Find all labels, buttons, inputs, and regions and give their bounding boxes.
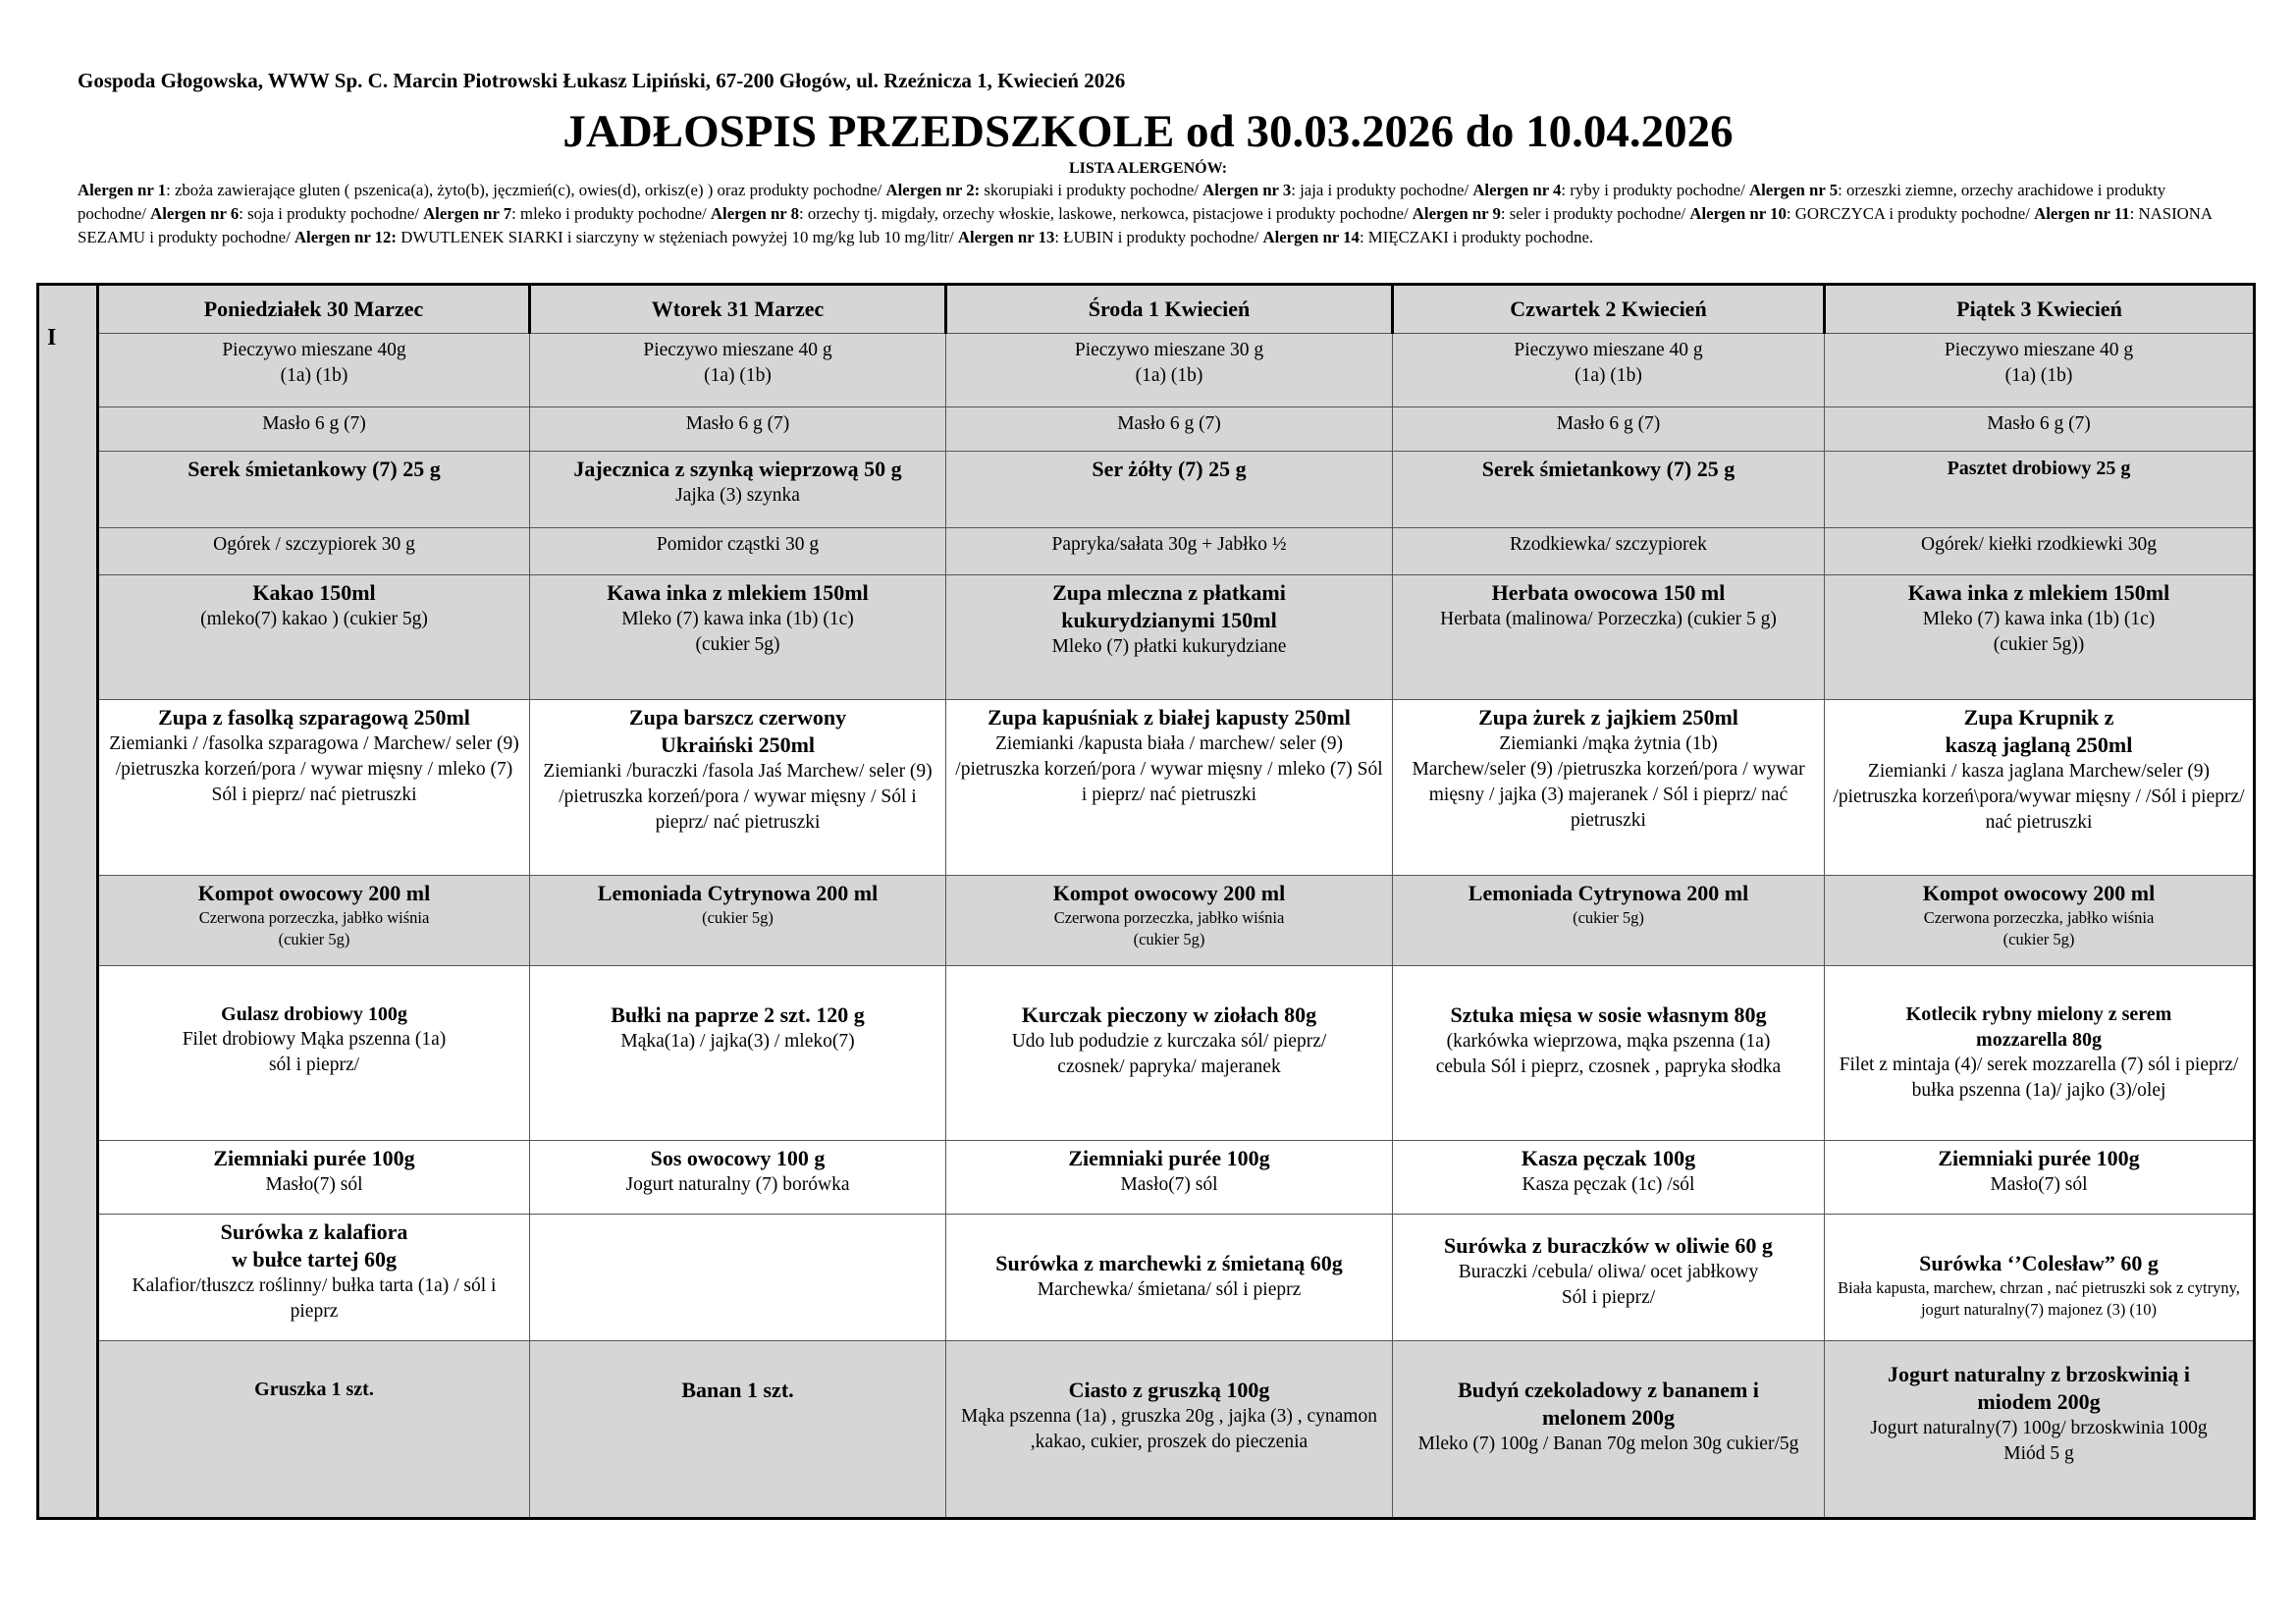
allergen-label: Alergen nr 9 — [1412, 204, 1501, 223]
menu-cell — [1393, 406, 1825, 451]
menu-cell — [530, 406, 946, 451]
dish-ingredients: (cukier 5g) — [702, 907, 774, 927]
allergen-list — [78, 179, 2237, 249]
dish-ingredients: Pieczywo mieszane 40 g — [1514, 340, 1703, 361]
menu-cell — [530, 334, 946, 406]
restaurant-info-line: Gospoda Głogowska, WWW Sp. C. Marcin Piotrowski Łukasz Lipiński, 67-200 Głogów, ul. Rzeźnicza 1, Kwiecień 2026 — [78, 69, 1126, 92]
dish-name: kaszą jaglaną 250ml — [1945, 731, 2133, 757]
dish-name: Kotlecik rybny mielony z serem — [1905, 1003, 2172, 1026]
menu-cell — [530, 528, 946, 575]
dish-name: Gulasz drobiowy 100g — [221, 1003, 407, 1026]
dish-name: Bułki na paprze 2 szt. 120 g — [611, 1002, 865, 1028]
allergen-description: skorupiaki i produkty pochodne/ — [980, 181, 1203, 199]
dish-name: kukurydzianymi 150ml — [1061, 608, 1277, 633]
dish-name: Zupa z fasolką szparagową 250ml — [158, 704, 470, 730]
dish-name: w bułce tartej 60g — [231, 1247, 397, 1272]
dish-ingredients: Filet drobiowy Mąka pszenna (1a) — [182, 1029, 447, 1051]
menu-cell — [1393, 334, 1825, 406]
dish-ingredients: Kasza pęczak (1c) /sól — [1522, 1174, 1695, 1196]
menu-cell — [946, 575, 1393, 700]
menu-row — [38, 875, 2255, 965]
dish-ingredients: Marchew/seler (9) /pietruszka korzeń/pora / wywar mięsny / jajka (3) majeranek / Sól i pieprz/ nać pietruszki — [1412, 758, 1805, 831]
menu-cell — [98, 1141, 530, 1215]
dish-name: Ser żółty (7) 25 g — [1092, 456, 1247, 481]
dish-ingredients: Masło(7) sól — [265, 1174, 363, 1196]
allergen-description: DWUTLENEK SIARKI i siarczyny w stężeniach powyżej 10 mg/kg lub 10 mg/litr/ — [397, 228, 958, 246]
dish-ingredients: Rzodkiewka/ szczypiorek — [1510, 534, 1707, 556]
dish-ingredients: (cukier 5g)) — [1993, 634, 2085, 656]
menu-cell — [1825, 406, 2255, 451]
menu-cell — [1393, 528, 1825, 575]
day-header: Czwartek 2 Kwiecień — [1393, 285, 1825, 334]
dish-name: Kompot owocowy 200 ml — [197, 880, 431, 905]
allergen-description: : GORCZYCA i produkty pochodne/ — [1786, 204, 2035, 223]
dish-name: miodem 200g — [1977, 1389, 2101, 1415]
dish-name: Serek śmietankowy (7) 25 g — [1481, 456, 1735, 481]
dish-ingredients: Ogórek / szczypiorek 30 g — [213, 534, 415, 556]
dish-ingredients: Masło 6 g (7) — [685, 412, 790, 434]
dish-ingredients: (1a) (1b) — [1575, 365, 1642, 387]
dish-ingredients: (cukier 5g) — [278, 929, 350, 948]
dish-ingredients: Jogurt naturalny(7) 100g/ brzoskwinia 100g — [1870, 1418, 2208, 1439]
day-header: Wtorek 31 Marzec — [530, 285, 946, 334]
dish-ingredients: Ziemianki / kasza jaglana Marchew/seler (9) /pietruszka korzeń\pora/wywar mięsny / /Sól i pieprz/ nać pietruszki — [1833, 760, 2245, 833]
dish-ingredients: (cukier 5g) — [2002, 929, 2075, 948]
dish-name: Ciasto z gruszką 100g — [1068, 1378, 1270, 1403]
menu-cell — [1393, 699, 1825, 875]
menu-row — [38, 1341, 2255, 1519]
menu-cell — [1825, 1215, 2255, 1341]
dish-ingredients: Jajka (3) szynka — [675, 484, 800, 506]
dish-ingredients: Masło 6 g (7) — [262, 412, 366, 434]
dish-ingredients: Masło 6 g (7) — [1556, 412, 1661, 434]
menu-cell — [946, 528, 1393, 575]
dish-ingredients: Miód 5 g — [2003, 1443, 2074, 1465]
menu-cell — [946, 875, 1393, 965]
dish-ingredients: Pieczywo mieszane 30 g — [1074, 340, 1264, 361]
dish-name: Lemoniada Cytrynowa 200 ml — [1468, 880, 1749, 905]
menu-cell — [1393, 1141, 1825, 1215]
dish-ingredients: Biała kapusta, marchew, chrzan , nać pietruszki sok z cytryny, jogurt naturalny(7) majonez (3) (10) — [1838, 1278, 2240, 1320]
dish-name: Kakao 150ml — [252, 580, 376, 606]
menu-row — [38, 406, 2255, 451]
dish-ingredients: Mąka(1a) / jajka(3) / mleko(7) — [620, 1031, 855, 1053]
dish-ingredients: Ogórek/ kiełki rzodkiewki 30g — [1921, 534, 2157, 556]
menu-cell — [1825, 451, 2255, 527]
dish-ingredients: Ziemianki /buraczki /fasola Jaś Marchew/ seler (9) /pietruszka korzeń/pora / wywar mięsny / Sól i pieprz/ nać pietruszki — [543, 760, 933, 833]
dish-name: Surówka z marchewki z śmietaną 60g — [995, 1251, 1343, 1276]
dish-name: Serek śmietankowy (7) 25 g — [187, 456, 441, 481]
allergen-label: Alergen nr 12: — [294, 228, 398, 246]
dish-name: Kompot owocowy 200 ml — [1052, 880, 1286, 905]
dish-ingredients: Kalafior/tłuszcz roślinny/ bułka tarta (1a) / sól i pieprz — [132, 1275, 497, 1323]
dish-ingredients: Jogurt naturalny (7) borówka — [625, 1174, 850, 1196]
day-header: Środa 1 Kwiecień — [946, 285, 1393, 334]
day-header: Piątek 3 Kwiecień — [1825, 285, 2255, 334]
menu-cell — [946, 966, 1393, 1141]
menu-cell — [1393, 1341, 1825, 1519]
menu-cell — [1825, 528, 2255, 575]
menu-cell — [1825, 699, 2255, 875]
dish-ingredients: Herbata (malinowa/ Porzeczka) (cukier 5 g) — [1440, 609, 1777, 630]
dish-name: melonem 200g — [1541, 1405, 1676, 1431]
dish-name: Kurczak pieczony w ziołach 80g — [1021, 1002, 1317, 1028]
menu-cell — [946, 334, 1393, 406]
dish-name: Zupa kapuśniak z białej kapusty 250ml — [988, 704, 1351, 730]
allergen-description: : jaja i produkty pochodne/ — [1291, 181, 1473, 199]
dish-ingredients: Czerwona porzeczka, jabłko wiśnia — [1923, 907, 2155, 927]
menu-cell — [98, 966, 530, 1141]
menu-cell — [530, 1215, 946, 1341]
allergen-description: : soja i produkty pochodne/ — [239, 204, 424, 223]
dish-name: Kawa inka z mlekiem 150ml — [1907, 580, 2170, 606]
menu-cell — [1825, 875, 2255, 965]
dish-ingredients: Marchewka/ śmietana/ sól i pieprz — [1037, 1279, 1302, 1301]
menu-cell — [98, 1341, 530, 1519]
dish-name: Lemoniada Cytrynowa 200 ml — [597, 880, 879, 905]
dish-ingredients: Pieczywo mieszane 40g — [222, 340, 406, 361]
dish-name: Gruszka 1 szt. — [254, 1379, 374, 1401]
dish-name: Pasztet drobiowy 25 g — [1947, 457, 2131, 479]
dish-ingredients: Papryka/sałata 30g + Jabłko ½ — [1051, 534, 1287, 556]
allergen-label: Alergen nr 11 — [2034, 204, 2130, 223]
menu-row — [38, 334, 2255, 406]
menu-cell — [98, 334, 530, 406]
dish-ingredients: (1a) (1b) — [704, 365, 772, 387]
dish-name: Kawa inka z mlekiem 150ml — [607, 580, 869, 606]
menu-cell — [98, 575, 530, 700]
menu-cell — [530, 451, 946, 527]
dish-ingredients: Czerwona porzeczka, jabłko wiśnia — [1053, 907, 1285, 927]
dish-ingredients: Udo lub podudzie z kurczaka sól/ pieprz/ — [1011, 1031, 1327, 1053]
dish-ingredients: Masło 6 g (7) — [1987, 412, 2091, 434]
dish-name: Herbata owocowa 150 ml — [1491, 580, 1726, 606]
menu-cell — [946, 1141, 1393, 1215]
dish-ingredients: Mleko (7) 100g / Banan 70g melon 30g cukier/5g — [1417, 1434, 1799, 1455]
allergen-list-title: LISTA ALERGENÓW: — [1068, 160, 1228, 177]
allergen-label: Alergen nr 13 — [957, 228, 1055, 246]
dish-name: Ukraiński 250ml — [660, 731, 816, 757]
dish-ingredients: Masło 6 g (7) — [1117, 412, 1221, 434]
menu-cell — [1825, 334, 2255, 406]
menu-cell — [1393, 575, 1825, 700]
menu-cell — [946, 406, 1393, 451]
allergen-label: Alergen nr 4 — [1472, 181, 1562, 199]
dish-ingredients: cebula Sól i pieprz, czosnek , papryka słodka — [1435, 1056, 1782, 1078]
dish-name: Jogurt naturalny z brzoskwinią i — [1887, 1362, 2191, 1387]
menu-cell — [1393, 875, 1825, 965]
menu-table — [36, 283, 2256, 1520]
dish-ingredients: Sól i pieprz/ — [1561, 1287, 1656, 1309]
menu-cell — [98, 1215, 530, 1341]
allergen-label: Alergen nr 3 — [1202, 181, 1292, 199]
dish-ingredients: (1a) (1b) — [2004, 365, 2073, 387]
dish-name: Surówka z kalafiora — [220, 1219, 408, 1245]
allergen-label: Alergen nr 5 — [1748, 181, 1839, 199]
menu-cell — [530, 875, 946, 965]
dish-ingredients: czosnek/ papryka/ majeranek — [1057, 1056, 1281, 1078]
menu-cell — [530, 575, 946, 700]
dish-ingredients: Masło(7) sól — [1990, 1174, 2088, 1196]
menu-cell — [98, 699, 530, 875]
dish-ingredients: Czerwona porzeczka, jabłko wiśnia — [198, 907, 430, 927]
dish-name: Zupa barszcz czerwony — [628, 704, 847, 730]
dish-ingredients: Ziemianki /kapusta biała / marchew/ seler (9) /pietruszka korzeń/pora / wywar mięsny / mleko (7) Sól i pieprz/ nać pietruszki — [955, 732, 1383, 805]
dish-name: Kasza pęczak 100g — [1521, 1146, 1696, 1171]
allergen-label: Alergen nr 7 — [423, 204, 512, 223]
dish-ingredients: Mleko (7) kawa inka (1b) (1c) — [1922, 609, 2156, 630]
menu-row — [38, 1141, 2255, 1215]
dish-ingredients: (mleko(7) kakao ) (cukier 5g) — [200, 609, 428, 630]
allergen-label: Alergen nr 14 — [1262, 228, 1360, 246]
menu-cell — [946, 699, 1393, 875]
dish-ingredients: Pomidor cząstki 30 g — [656, 534, 820, 556]
allergen-label: Alergen nr 6 — [150, 204, 240, 223]
menu-cell — [1393, 1215, 1825, 1341]
dish-name: Surówka ‘’Colesław” 60 g — [1919, 1251, 2159, 1276]
dish-name: Budyń czekoladowy z bananem i — [1458, 1378, 1759, 1403]
menu-cell — [1393, 966, 1825, 1141]
menu-cell — [1825, 966, 2255, 1141]
dish-ingredients: (karkówka wieprzowa, mąka pszenna (1a) — [1446, 1031, 1771, 1053]
allergen-label: Alergen nr 1 — [78, 181, 167, 199]
menu-cell — [98, 528, 530, 575]
allergen-description: : orzeszki ziemne, orzechy arachidowe i produkty pochodne/ — [78, 181, 2166, 223]
menu-cell — [1825, 575, 2255, 700]
allergen-label: Alergen nr 8 — [710, 204, 800, 223]
allergen-description: : seler i produkty pochodne/ — [1500, 204, 1690, 223]
menu-row — [38, 966, 2255, 1141]
menu-cell — [946, 451, 1393, 527]
allergen-description: : MIĘCZAKI i produkty pochodne. — [1359, 228, 1594, 246]
dish-name: Zupa Krupnik z — [1963, 704, 2114, 730]
menu-cell — [530, 966, 946, 1141]
menu-cell — [946, 1215, 1393, 1341]
dish-ingredients: (cukier 5g) — [1133, 929, 1205, 948]
dish-ingredients: Mąka pszenna (1a) , gruszka 20g , jajka (3) , cynamon ,kakao, cukier, proszek do pieczenia — [961, 1406, 1377, 1453]
dish-name: Jajecznica z szynką wieprzową 50 g — [573, 456, 902, 481]
dish-ingredients: Mleko (7) kawa inka (1b) (1c) — [621, 609, 854, 630]
page-title: JADŁOSPIS PRZEDSZKOLE od 30.03.2026 do 10.04.2026 — [562, 106, 1734, 157]
menu-cell — [98, 406, 530, 451]
menu-cell — [530, 699, 946, 875]
dish-name: Banan 1 szt. — [681, 1378, 794, 1403]
dish-ingredients: Filet z mintaja (4)/ serek mozzarella (7) sól i pieprz/ bułka pszenna (1a)/ jajko (3)/olej — [1839, 1055, 2239, 1102]
allergen-description: : zboża zawierające gluten ( pszenica(a), żyto(b), jęczmień(c), owies(d), orkisz(e) ) oraz produkty pochodne/ — [166, 181, 886, 199]
menu-cell — [98, 451, 530, 527]
allergen-description: : mleko i produkty pochodne/ — [511, 204, 711, 223]
dish-name: Ziemniaki purée 100g — [213, 1146, 415, 1171]
dish-ingredients: (1a) (1b) — [280, 365, 348, 387]
allergen-description: : NASIONA SEZAMU i produkty pochodne/ — [78, 204, 2213, 246]
menu-cell — [1825, 1141, 2255, 1215]
dish-ingredients: Pieczywo mieszane 40 g — [643, 340, 832, 361]
allergen-label: Alergen nr 2: — [885, 181, 981, 199]
dish-name: Ziemniaki purée 100g — [1068, 1146, 1270, 1171]
dish-ingredients: Ziemianki / /fasolka szparagowa / Marchew/ seler (9) /pietruszka korzeń/pora / wywar mięsny / mleko (7) Sól i pieprz/ nać pietruszki — [109, 732, 519, 805]
dish-name: mozzarella 80g — [1976, 1029, 2102, 1052]
menu-cell — [530, 1141, 946, 1215]
week-label: I — [38, 285, 98, 1519]
dish-ingredients: (cukier 5g) — [695, 634, 780, 656]
day-header: Poniedziałek 30 Marzec — [98, 285, 530, 334]
dish-name: Kompot owocowy 200 ml — [1922, 880, 2156, 905]
menu-row — [38, 699, 2255, 875]
dish-ingredients: (1a) (1b) — [1135, 365, 1203, 387]
menu-row — [38, 1215, 2255, 1341]
menu-cell — [1825, 1341, 2255, 1519]
menu-cell — [530, 1341, 946, 1519]
allergen-description: : ryby i produkty pochodne/ — [1561, 181, 1749, 199]
menu-cell — [946, 1341, 1393, 1519]
dish-ingredients: Buraczki /cebula/ oliwa/ ocet jabłkowy — [1458, 1262, 1759, 1283]
dish-name: Sos owocowy 100 g — [650, 1146, 826, 1171]
dish-name: Surówka z buraczków w oliwie 60 g — [1444, 1233, 1773, 1259]
dish-ingredients: Ziemianki /mąka żytnia (1b) — [1499, 732, 1718, 754]
allergen-description: : orzechy tj. migdały, orzechy włoskie, laskowe, nerkowca, pistacjowe i produkty pochodne/ — [799, 204, 1413, 223]
dish-ingredients: Masło(7) sól — [1120, 1174, 1218, 1196]
menu-cell — [98, 875, 530, 965]
menu-row — [38, 451, 2255, 527]
dish-ingredients: sól i pieprz/ — [268, 1055, 360, 1076]
menu-row — [38, 575, 2255, 700]
allergen-description: : ŁUBIN i produkty pochodne/ — [1054, 228, 1263, 246]
allergen-label: Alergen nr 10 — [1689, 204, 1787, 223]
menu-cell — [1393, 451, 1825, 527]
dish-name: Sztuka mięsa w sosie własnym 80g — [1450, 1002, 1767, 1028]
dish-ingredients: Mleko (7) płatki kukurydziane — [1051, 636, 1287, 658]
dish-ingredients: (cukier 5g) — [1573, 907, 1644, 927]
dish-name: Zupa żurek z jajkiem 250ml — [1478, 704, 1738, 730]
menu-row — [38, 528, 2255, 575]
dish-name: Zupa mleczna z płatkami — [1052, 580, 1286, 606]
dish-name: Ziemniaki purée 100g — [1938, 1146, 2140, 1171]
dish-ingredients: Pieczywo mieszane 40 g — [1944, 340, 2134, 361]
